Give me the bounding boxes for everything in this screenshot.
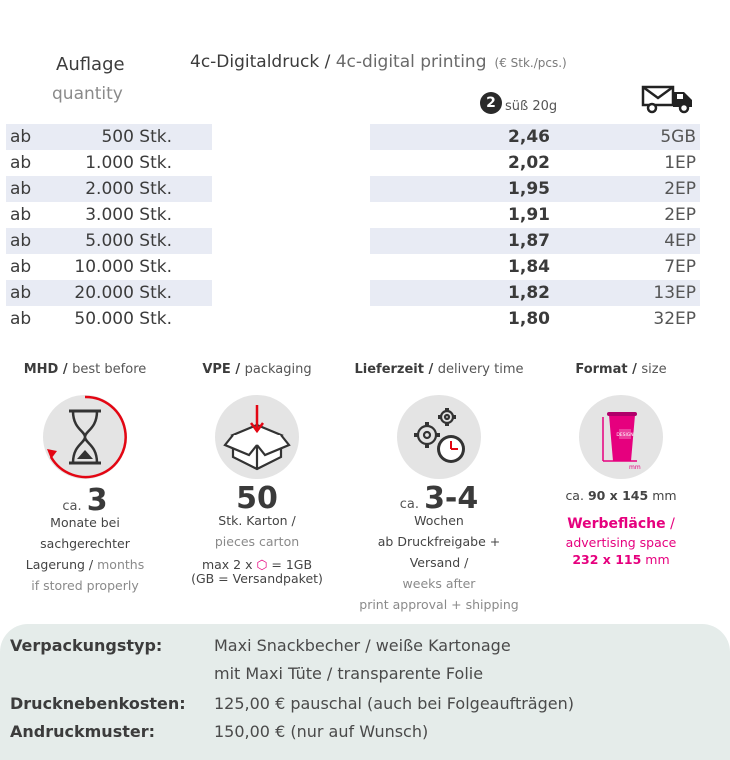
werbe-line: Werbefläche / [567, 516, 675, 532]
cup-icon [579, 395, 663, 479]
row-package: 5GB [660, 127, 696, 147]
verpackungstyp-value: Maxi Snackbecher / weiße Kartonage [214, 636, 511, 655]
row-price: 1,91 [508, 205, 550, 225]
adv-dims: 232 x 115 mm [572, 552, 670, 567]
drucknebenkosten-value: 125,00 € pauschal (auch bei Folgeaufträgen) [214, 694, 574, 713]
row-package: 7EP [664, 257, 696, 277]
row-package: 2EP [664, 205, 696, 225]
row-ab: ab [10, 231, 32, 251]
title-en: 4c-digital printing [335, 52, 487, 72]
row-quantity: 10.000 Stk. [74, 257, 172, 277]
andruckmuster-value: 150,00 € (nur auf Wunsch) [214, 722, 429, 741]
lieferzeit-value-line: ca. 3-4 [399, 481, 479, 516]
row-quantity: 2.000 Stk. [85, 179, 172, 199]
row-price: 1,80 [508, 309, 550, 329]
info-panel [0, 624, 730, 760]
row-package: 13EP [653, 283, 696, 303]
lief-l3: weeks after [402, 576, 476, 591]
format-dims: ca. 90 x 145 mm [565, 488, 677, 503]
truck-icon [640, 84, 698, 114]
row-quantity: 1.000 Stk. [85, 153, 172, 173]
lieferzeit-column [354, 362, 524, 615]
row-ab: ab [10, 283, 32, 303]
vpe-value: 50 [236, 481, 278, 516]
lief-l1: Wochen [414, 513, 464, 528]
row-price: 1,87 [508, 231, 550, 251]
table-row [6, 202, 700, 228]
row-price: 2,46 [508, 127, 550, 147]
row-quantity: 500 Stk. [101, 127, 172, 147]
row-quantity: 3.000 Stk. [85, 205, 172, 225]
drucknebenkosten-label: Drucknebenkosten: [10, 694, 186, 713]
row-ab: ab [10, 257, 32, 277]
row-ab: ab [10, 153, 32, 173]
hourglass-icon [43, 395, 127, 479]
mhd-column [0, 362, 170, 596]
vpe-column [172, 362, 342, 586]
mhd-l4: if stored properly [31, 578, 139, 593]
title-sep: / [319, 52, 336, 72]
row-ab: ab [10, 205, 32, 225]
small-box-icon: ⬡ [256, 557, 268, 572]
unit-label: (€ Stk./pcs.) [494, 56, 567, 70]
verpackungstyp-label: Verpackungstyp: [10, 636, 163, 655]
row-quantity: 50.000 Stk. [74, 309, 172, 329]
number-badge: 2 [480, 92, 502, 114]
cup-text: DESIGN [616, 433, 634, 438]
auflage-heading: Auflage [56, 54, 125, 75]
vpe-l3: max 2 x ⬡ = 1GB [201, 557, 313, 572]
table-row [6, 228, 700, 254]
lief-l4: print approval + shipping [359, 597, 519, 612]
table-row [6, 254, 700, 280]
gears-clock-icon [397, 395, 481, 479]
mhd-l3: Lagerung / months [25, 557, 145, 572]
quantity-heading: quantity [52, 84, 123, 104]
column-heading [480, 92, 557, 114]
mhd-l2: sachgerechter [40, 536, 130, 551]
mm-label: mm [629, 464, 641, 471]
mhd-l1: Monate bei [50, 515, 120, 530]
table-row [6, 176, 700, 202]
table-row [6, 280, 700, 306]
verpackungstyp-value-2: mit Maxi Tüte / transparente Folie [214, 664, 484, 683]
row-quantity: 5.000 Stk. [85, 231, 172, 251]
price-heading [190, 52, 567, 72]
row-price: 1,95 [508, 179, 550, 199]
table-row [6, 124, 700, 150]
vpe-l2: pieces carton [214, 534, 300, 549]
column-label: süß 20g [505, 99, 558, 114]
table-row [6, 306, 700, 332]
row-price: 1,84 [508, 257, 550, 277]
box-icon [215, 395, 299, 479]
vpe-title: VPE / packaging [202, 362, 312, 377]
table-row [6, 150, 700, 176]
format-title: Format / size [575, 362, 667, 377]
lieferzeit-title: Lieferzeit / delivery time [354, 362, 524, 377]
row-package: 1EP [664, 153, 696, 173]
row-package: 32EP [653, 309, 696, 329]
row-ab: ab [10, 179, 32, 199]
row-price: 1,82 [508, 283, 550, 303]
row-ab: ab [10, 127, 32, 147]
adv-line: advertising space [565, 535, 677, 550]
row-price: 2,02 [508, 153, 550, 173]
row-quantity: 20.000 Stk. [74, 283, 172, 303]
row-ab: ab [10, 309, 32, 329]
vpe-l1: Stk. Karton / [218, 513, 296, 528]
title-de: 4c-Digitaldruck [190, 52, 320, 72]
vpe-l4: (GB = Versandpaket) [191, 571, 323, 586]
mhd-value-line: ca. 3 [62, 483, 108, 518]
andruckmuster-label: Andruckmuster: [10, 722, 156, 741]
format-column [536, 362, 706, 570]
lief-l2: ab Druckfreigabe + Versand / [377, 534, 501, 570]
row-package: 4EP [664, 231, 696, 251]
row-package: 2EP [664, 179, 696, 199]
mhd-title: MHD / best before [23, 362, 147, 377]
